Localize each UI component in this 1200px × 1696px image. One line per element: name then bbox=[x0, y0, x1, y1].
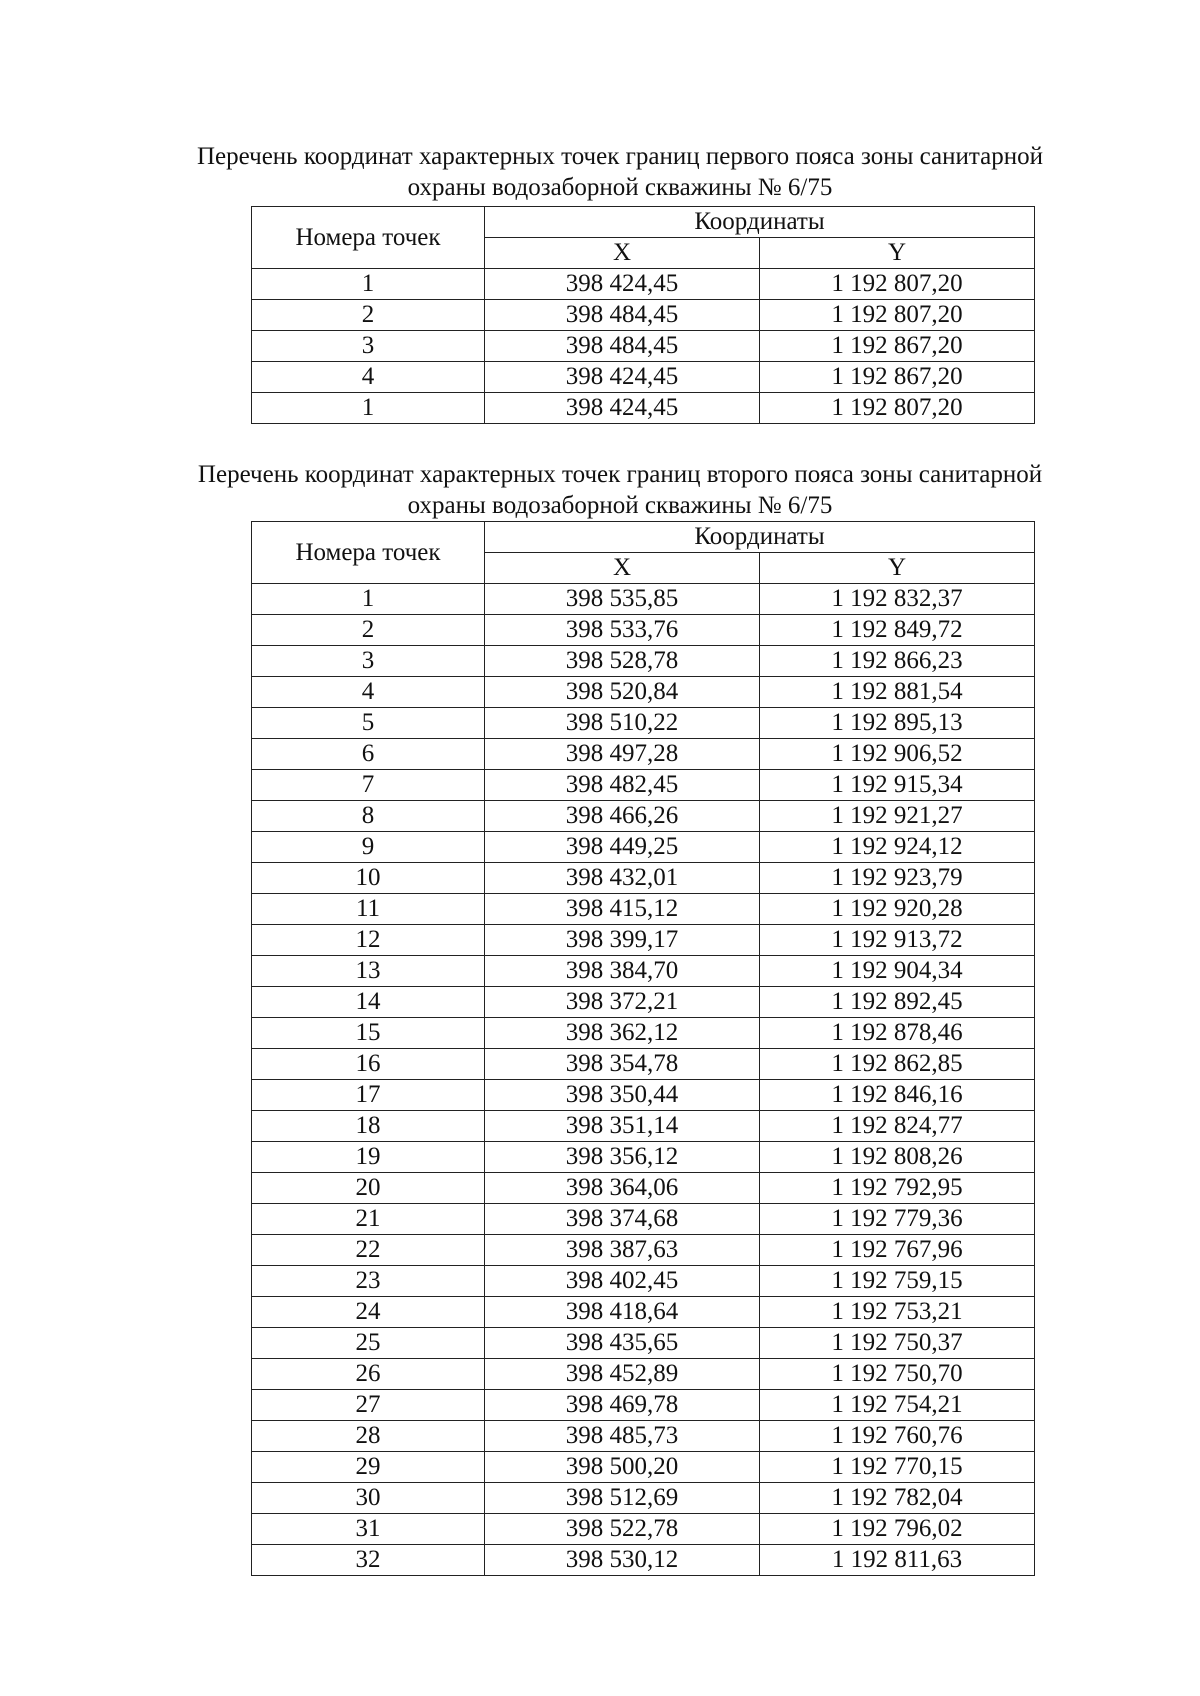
point-number-cell: 30 bbox=[252, 1483, 485, 1514]
y-coordinate-cell: 1 192 750,37 bbox=[760, 1328, 1035, 1359]
x-coordinate-cell: 398 374,68 bbox=[485, 1204, 760, 1235]
table2-body bbox=[252, 584, 1035, 1576]
point-number-cell: 19 bbox=[252, 1142, 485, 1173]
y-coordinate-cell: 1 192 767,96 bbox=[760, 1235, 1035, 1266]
x-coordinate-cell: 398 530,12 bbox=[485, 1545, 760, 1576]
table-row bbox=[252, 1483, 1035, 1514]
table-row bbox=[252, 1173, 1035, 1204]
y-coordinate-cell: 1 192 846,16 bbox=[760, 1080, 1035, 1111]
point-number-cell: 28 bbox=[252, 1421, 485, 1452]
y-coordinate-cell: 1 192 782,04 bbox=[760, 1483, 1035, 1514]
point-number-cell: 3 bbox=[252, 331, 485, 362]
point-number-cell: 13 bbox=[252, 956, 485, 987]
point-number-cell: 25 bbox=[252, 1328, 485, 1359]
x-coordinate-cell: 398 356,12 bbox=[485, 1142, 760, 1173]
table-row bbox=[252, 300, 1035, 331]
point-number-cell: 15 bbox=[252, 1018, 485, 1049]
y-coordinate-cell: 1 192 792,95 bbox=[760, 1173, 1035, 1204]
point-number-cell: 3 bbox=[252, 646, 485, 677]
point-number-cell: 32 bbox=[252, 1545, 485, 1576]
x-coordinate-cell: 398 424,45 bbox=[485, 362, 760, 393]
point-number-cell: 26 bbox=[252, 1359, 485, 1390]
table-row bbox=[252, 1142, 1035, 1173]
point-number-cell: 17 bbox=[252, 1080, 485, 1111]
x-coordinate-cell: 398 449,25 bbox=[485, 832, 760, 863]
x-coordinate-cell: 398 432,01 bbox=[485, 863, 760, 894]
point-number-cell: 20 bbox=[252, 1173, 485, 1204]
point-number-cell: 21 bbox=[252, 1204, 485, 1235]
y-coordinate-cell: 1 192 904,34 bbox=[760, 956, 1035, 987]
table-row bbox=[252, 832, 1035, 863]
table-row bbox=[252, 1545, 1035, 1576]
y-coordinate-cell: 1 192 750,70 bbox=[760, 1359, 1035, 1390]
y-coordinate-cell: 1 192 807,20 bbox=[760, 300, 1035, 331]
y-coordinate-cell: 1 192 906,52 bbox=[760, 739, 1035, 770]
x-coordinate-cell: 398 350,44 bbox=[485, 1080, 760, 1111]
x-coordinate-cell: 398 424,45 bbox=[485, 269, 760, 300]
table-row bbox=[252, 1204, 1035, 1235]
y-coordinate-cell: 1 192 796,02 bbox=[760, 1514, 1035, 1545]
point-number-cell: 24 bbox=[252, 1297, 485, 1328]
point-number-cell: 4 bbox=[252, 677, 485, 708]
table2-header-coords: Координаты bbox=[485, 522, 1035, 553]
x-coordinate-cell: 398 510,22 bbox=[485, 708, 760, 739]
y-coordinate-cell: 1 192 759,15 bbox=[760, 1266, 1035, 1297]
x-coordinate-cell: 398 522,78 bbox=[485, 1514, 760, 1545]
table-row bbox=[252, 1297, 1035, 1328]
point-number-cell: 11 bbox=[252, 894, 485, 925]
x-coordinate-cell: 398 533,76 bbox=[485, 615, 760, 646]
y-coordinate-cell: 1 192 849,72 bbox=[760, 615, 1035, 646]
table-row bbox=[252, 1421, 1035, 1452]
table-row bbox=[252, 739, 1035, 770]
table1-header-points: Номера точек bbox=[252, 207, 485, 269]
table2-header-y: Y bbox=[760, 553, 1035, 584]
table-row bbox=[252, 615, 1035, 646]
point-number-cell: 1 bbox=[252, 269, 485, 300]
point-number-cell: 23 bbox=[252, 1266, 485, 1297]
point-number-cell: 14 bbox=[252, 987, 485, 1018]
y-coordinate-cell: 1 192 770,15 bbox=[760, 1452, 1035, 1483]
y-coordinate-cell: 1 192 811,63 bbox=[760, 1545, 1035, 1576]
y-coordinate-cell: 1 192 779,36 bbox=[760, 1204, 1035, 1235]
y-coordinate-cell: 1 192 881,54 bbox=[760, 677, 1035, 708]
table-row bbox=[252, 770, 1035, 801]
x-coordinate-cell: 398 435,65 bbox=[485, 1328, 760, 1359]
point-number-cell: 7 bbox=[252, 770, 485, 801]
table-row bbox=[252, 1235, 1035, 1266]
table1-header-x: X bbox=[485, 238, 760, 269]
x-coordinate-cell: 398 372,21 bbox=[485, 987, 760, 1018]
table-row bbox=[252, 708, 1035, 739]
y-coordinate-cell: 1 192 754,21 bbox=[760, 1390, 1035, 1421]
table-row bbox=[252, 584, 1035, 615]
point-number-cell: 2 bbox=[252, 300, 485, 331]
y-coordinate-cell: 1 192 832,37 bbox=[760, 584, 1035, 615]
table-row bbox=[252, 269, 1035, 300]
x-coordinate-cell: 398 484,45 bbox=[485, 300, 760, 331]
table-row bbox=[252, 863, 1035, 894]
y-coordinate-cell: 1 192 753,21 bbox=[760, 1297, 1035, 1328]
y-coordinate-cell: 1 192 892,45 bbox=[760, 987, 1035, 1018]
table-row bbox=[252, 1390, 1035, 1421]
table-row bbox=[252, 987, 1035, 1018]
y-coordinate-cell: 1 192 866,23 bbox=[760, 646, 1035, 677]
point-number-cell: 29 bbox=[252, 1452, 485, 1483]
table1-coordinates bbox=[251, 206, 1035, 424]
table-row bbox=[252, 1359, 1035, 1390]
table1-header-coords: Координаты bbox=[485, 207, 1035, 238]
table-row bbox=[252, 925, 1035, 956]
table-row bbox=[252, 362, 1035, 393]
y-coordinate-cell: 1 192 895,13 bbox=[760, 708, 1035, 739]
x-coordinate-cell: 398 528,78 bbox=[485, 646, 760, 677]
y-coordinate-cell: 1 192 913,72 bbox=[760, 925, 1035, 956]
y-coordinate-cell: 1 192 824,77 bbox=[760, 1111, 1035, 1142]
table2-title bbox=[150, 459, 1090, 521]
table-row bbox=[252, 646, 1035, 677]
table-row bbox=[252, 1111, 1035, 1142]
x-coordinate-cell: 398 512,69 bbox=[485, 1483, 760, 1514]
y-coordinate-cell: 1 192 867,20 bbox=[760, 331, 1035, 362]
point-number-cell: 1 bbox=[252, 584, 485, 615]
y-coordinate-cell: 1 192 915,34 bbox=[760, 770, 1035, 801]
table-row bbox=[252, 1452, 1035, 1483]
table1-header-y: Y bbox=[760, 238, 1035, 269]
table-row bbox=[252, 894, 1035, 925]
point-number-cell: 10 bbox=[252, 863, 485, 894]
y-coordinate-cell: 1 192 862,85 bbox=[760, 1049, 1035, 1080]
y-coordinate-cell: 1 192 920,28 bbox=[760, 894, 1035, 925]
x-coordinate-cell: 398 364,06 bbox=[485, 1173, 760, 1204]
table2-header-points: Номера точек bbox=[252, 522, 485, 584]
x-coordinate-cell: 398 418,64 bbox=[485, 1297, 760, 1328]
table-row bbox=[252, 1080, 1035, 1111]
table-row bbox=[252, 1049, 1035, 1080]
x-coordinate-cell: 398 402,45 bbox=[485, 1266, 760, 1297]
table-row bbox=[252, 956, 1035, 987]
y-coordinate-cell: 1 192 924,12 bbox=[760, 832, 1035, 863]
table1-body bbox=[252, 269, 1035, 424]
x-coordinate-cell: 398 424,45 bbox=[485, 393, 760, 424]
x-coordinate-cell: 398 485,73 bbox=[485, 1421, 760, 1452]
point-number-cell: 2 bbox=[252, 615, 485, 646]
point-number-cell: 8 bbox=[252, 801, 485, 832]
point-number-cell: 31 bbox=[252, 1514, 485, 1545]
table2-title-line1: Перечень координат характерных точек границ второго пояса зоны санитарной bbox=[197, 461, 1043, 488]
x-coordinate-cell: 398 351,14 bbox=[485, 1111, 760, 1142]
y-coordinate-cell: 1 192 808,26 bbox=[760, 1142, 1035, 1173]
x-coordinate-cell: 398 384,70 bbox=[485, 956, 760, 987]
x-coordinate-cell: 398 466,26 bbox=[485, 801, 760, 832]
point-number-cell: 16 bbox=[252, 1049, 485, 1080]
x-coordinate-cell: 398 484,45 bbox=[485, 331, 760, 362]
point-number-cell: 9 bbox=[252, 832, 485, 863]
x-coordinate-cell: 398 482,45 bbox=[485, 770, 760, 801]
point-number-cell: 22 bbox=[252, 1235, 485, 1266]
y-coordinate-cell: 1 192 807,20 bbox=[760, 269, 1035, 300]
point-number-cell: 4 bbox=[252, 362, 485, 393]
y-coordinate-cell: 1 192 878,46 bbox=[760, 1018, 1035, 1049]
x-coordinate-cell: 398 362,12 bbox=[485, 1018, 760, 1049]
table-row bbox=[252, 331, 1035, 362]
x-coordinate-cell: 398 497,28 bbox=[485, 739, 760, 770]
table-row bbox=[252, 1266, 1035, 1297]
table1-title-line2: охраны водозаборной скважины № 6/75 bbox=[407, 174, 833, 201]
point-number-cell: 1 bbox=[252, 393, 485, 424]
table-row bbox=[252, 1328, 1035, 1359]
table1-title bbox=[150, 141, 1090, 203]
table2-header-x: X bbox=[485, 553, 760, 584]
table-row bbox=[252, 1018, 1035, 1049]
point-number-cell: 27 bbox=[252, 1390, 485, 1421]
table-row bbox=[252, 677, 1035, 708]
y-coordinate-cell: 1 192 867,20 bbox=[760, 362, 1035, 393]
y-coordinate-cell: 1 192 807,20 bbox=[760, 393, 1035, 424]
x-coordinate-cell: 398 535,85 bbox=[485, 584, 760, 615]
x-coordinate-cell: 398 469,78 bbox=[485, 1390, 760, 1421]
y-coordinate-cell: 1 192 921,27 bbox=[760, 801, 1035, 832]
point-number-cell: 18 bbox=[252, 1111, 485, 1142]
table1-title-line1: Перечень координат характерных точек границ первого пояса зоны санитарной bbox=[197, 143, 1043, 170]
point-number-cell: 5 bbox=[252, 708, 485, 739]
x-coordinate-cell: 398 354,78 bbox=[485, 1049, 760, 1080]
point-number-cell: 12 bbox=[252, 925, 485, 956]
y-coordinate-cell: 1 192 760,76 bbox=[760, 1421, 1035, 1452]
table-row bbox=[252, 801, 1035, 832]
x-coordinate-cell: 398 500,20 bbox=[485, 1452, 760, 1483]
x-coordinate-cell: 398 399,17 bbox=[485, 925, 760, 956]
y-coordinate-cell: 1 192 923,79 bbox=[760, 863, 1035, 894]
table2-title-line2: охраны водозаборной скважины № 6/75 bbox=[407, 492, 833, 519]
x-coordinate-cell: 398 520,84 bbox=[485, 677, 760, 708]
table-row bbox=[252, 1514, 1035, 1545]
table-row bbox=[252, 393, 1035, 424]
table2-coordinates bbox=[251, 521, 1035, 1576]
x-coordinate-cell: 398 387,63 bbox=[485, 1235, 760, 1266]
x-coordinate-cell: 398 415,12 bbox=[485, 894, 760, 925]
point-number-cell: 6 bbox=[252, 739, 485, 770]
x-coordinate-cell: 398 452,89 bbox=[485, 1359, 760, 1390]
